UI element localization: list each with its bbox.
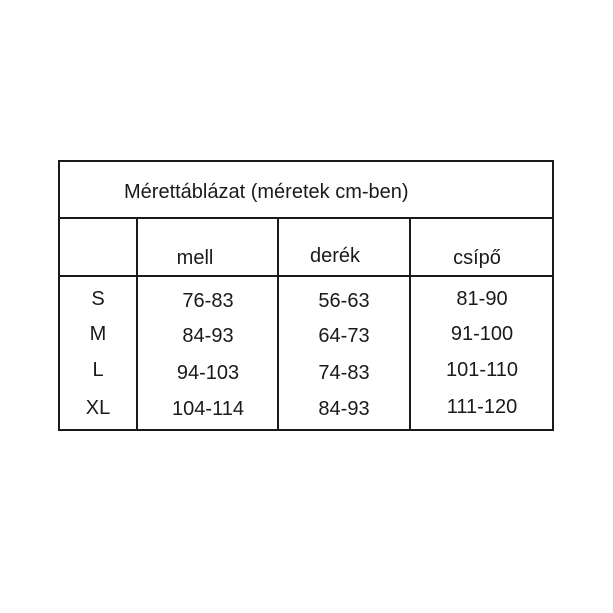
size-chart-table (58, 160, 554, 431)
table-cell: 64-73 (318, 325, 370, 347)
column-divider (277, 219, 279, 429)
table-title: Mérettáblázat (méretek cm-ben) (124, 181, 409, 203)
table-cell: 101-110 (446, 359, 518, 381)
table-cell: 111-120 (446, 396, 518, 418)
table-cell: 56-63 (318, 290, 370, 312)
table-title-row (60, 162, 552, 219)
size-label-m: M (89, 323, 107, 345)
column-divider (136, 219, 138, 429)
table-cell: 76-83 (182, 290, 234, 312)
table-cell: 91-100 (450, 323, 514, 345)
header-derek: derék (309, 245, 361, 267)
table-cell: 74-83 (318, 362, 370, 384)
size-label-xl: XL (85, 397, 111, 419)
header-csipo: csípő (453, 247, 501, 269)
table-cell: 84-93 (182, 325, 234, 347)
size-label-s: S (91, 288, 105, 310)
size-label-l: L (92, 359, 104, 381)
table-cell: 84-93 (318, 398, 370, 420)
header-mell: mell (176, 247, 214, 269)
header-divider (60, 275, 552, 277)
table-cell: 81-90 (456, 288, 508, 310)
table-cell: 94-103 (176, 362, 240, 384)
column-divider (409, 219, 411, 429)
table-cell: 104-114 (172, 398, 244, 420)
